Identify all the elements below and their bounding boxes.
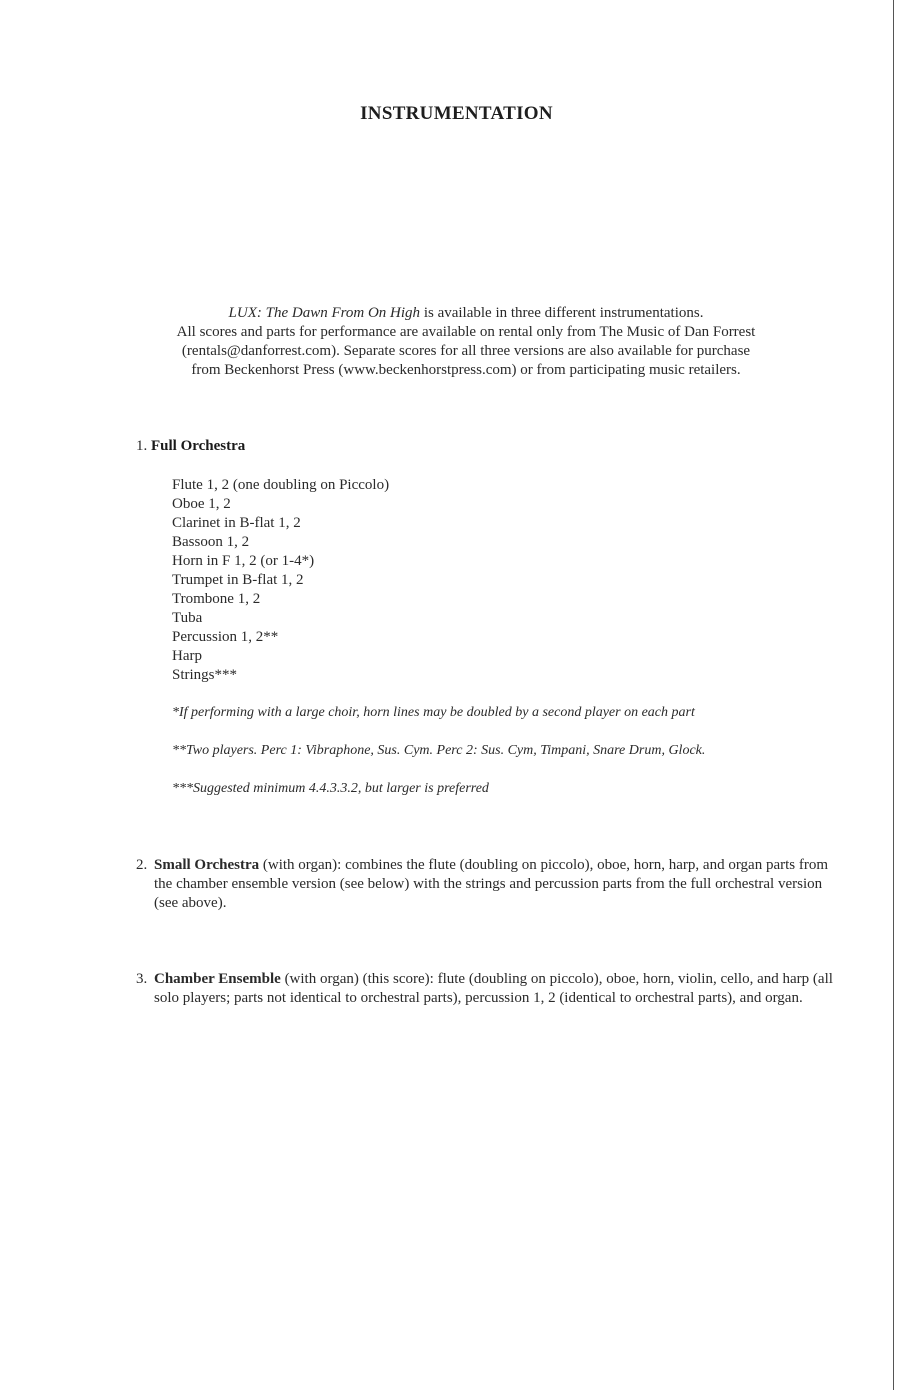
full-orchestra-heading bbox=[136, 438, 245, 455]
footnote-horn: *If performing with a large choir, horn lines may be doubled by a second player on each part bbox=[172, 705, 695, 720]
instrument-item: Trombone 1, 2 bbox=[172, 591, 261, 607]
instrument-item: Harp bbox=[172, 648, 202, 664]
instrument-item: Percussion 1, 2** bbox=[172, 629, 279, 645]
section-number: 2. bbox=[136, 857, 148, 873]
instrument-list bbox=[172, 476, 389, 685]
section-title: Small Orchestra bbox=[154, 857, 260, 873]
intro-paragraph bbox=[110, 304, 822, 380]
chamber-ensemble-paragraph bbox=[136, 970, 836, 1008]
page-title: INSTRUMENTATION bbox=[360, 103, 553, 124]
instrument-item: Oboe 1, 2 bbox=[172, 496, 231, 512]
instrument-item: Trumpet in B-flat 1, 2 bbox=[172, 572, 304, 588]
section-text: (with organ): combines the flute (doubling on piccolo), oboe, horn, harp, and organ parts from the chamber ensemble version (see below) with the strings and percussion parts from the full orchestral version (see above). bbox=[154, 857, 829, 911]
small-orchestra-paragraph bbox=[136, 856, 836, 913]
instrument-item: Horn in F 1, 2 (or 1-4*) bbox=[172, 553, 315, 569]
intro-line-1 bbox=[110, 304, 822, 323]
intro-line-3: (rentals@danforrest.com). Separate scores for all three versions are also available for purchase bbox=[181, 343, 751, 359]
section-title: Chamber Ensemble bbox=[154, 971, 281, 987]
intro-line-1-rest: is available in three different instrumentations. bbox=[420, 305, 704, 321]
section-number: 3. bbox=[136, 971, 148, 987]
intro-line-2: All scores and parts for performance are available on rental only from The Music of Dan Forrest bbox=[176, 324, 756, 340]
section-title: Full Orchestra bbox=[151, 438, 246, 454]
section-body bbox=[154, 970, 836, 1008]
footnote-strings: ***Suggested minimum 4.4.3.3.2, but larger is preferred bbox=[172, 781, 489, 796]
section-body bbox=[154, 856, 836, 913]
work-title: LUX: The Dawn From On High bbox=[228, 305, 421, 321]
section-number: 1. bbox=[136, 438, 148, 454]
instrument-item: Flute 1, 2 (one doubling on Piccolo) bbox=[172, 477, 390, 493]
intro-line-4: from Beckenhorst Press (www.beckenhorstpress.com) or from participating music retailers. bbox=[191, 362, 741, 378]
section-text: (with organ) (this score): flute (doubling on piccolo), oboe, horn, violin, cello, and harp (all solo players; parts not identical to orchestral parts), percussion 1, 2 (identical to orchestral parts), and organ. bbox=[154, 971, 833, 1006]
instrument-item: Clarinet in B-flat 1, 2 bbox=[172, 515, 301, 531]
instrument-item: Bassoon 1, 2 bbox=[172, 534, 250, 550]
footnote-percussion: **Two players. Perc 1: Vibraphone, Sus. Cym. Perc 2: Sus. Cym, Timpani, Snare Drum, Glock. bbox=[172, 743, 706, 758]
instrument-item: Tuba bbox=[172, 610, 203, 626]
instrument-item: Strings*** bbox=[172, 667, 238, 683]
